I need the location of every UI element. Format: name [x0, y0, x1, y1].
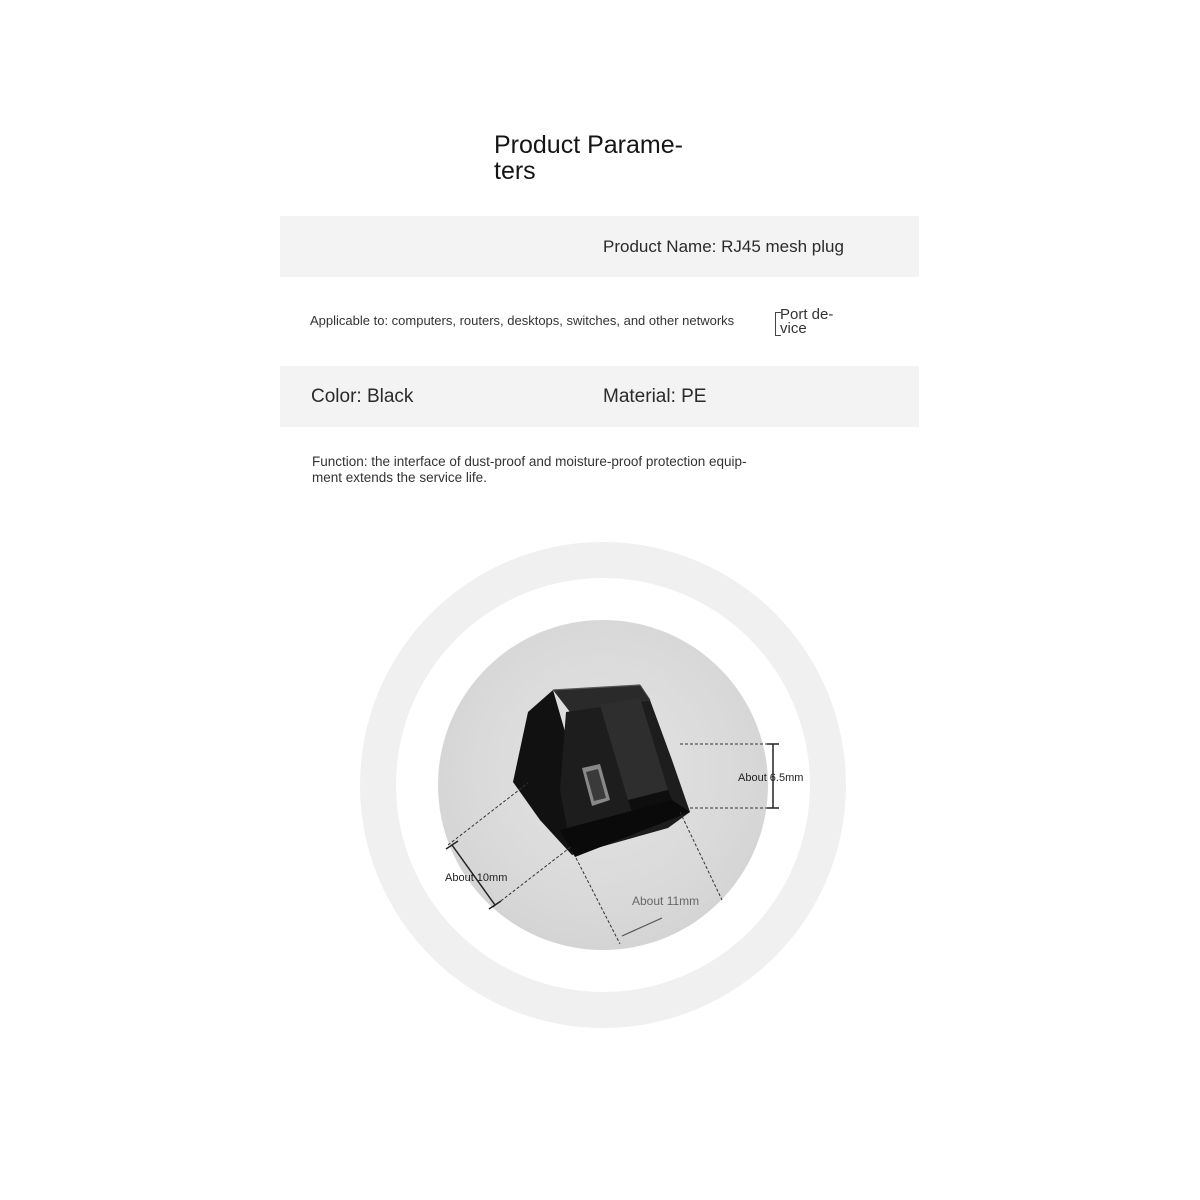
product-name-value: Product Name: RJ45 mesh plug — [603, 237, 844, 256]
width-dimension-label: About 10mm — [445, 872, 508, 884]
depth-dimension-label: About 11mm — [632, 894, 700, 908]
dim-11-ext-a — [576, 858, 620, 944]
function-description: Function: the interface of dust-proof and moisture-proof protection equip- ment extends the service life. — [312, 454, 747, 485]
height-dimension-label: About 6.5mm — [738, 772, 804, 784]
dim-11-ext-b — [680, 812, 722, 900]
color-value: Color: Black — [311, 386, 414, 407]
material-value: Material: PE — [603, 386, 707, 407]
applicable-to-value: Applicable to: computers, routers, desktops, switches, and other networks — [310, 313, 735, 328]
dim-10-ext-a — [448, 783, 528, 845]
dim-11-line — [622, 918, 662, 936]
port-device-text: Port de- vice — [780, 306, 834, 337]
page-title: Product Parame- ters — [494, 131, 683, 185]
